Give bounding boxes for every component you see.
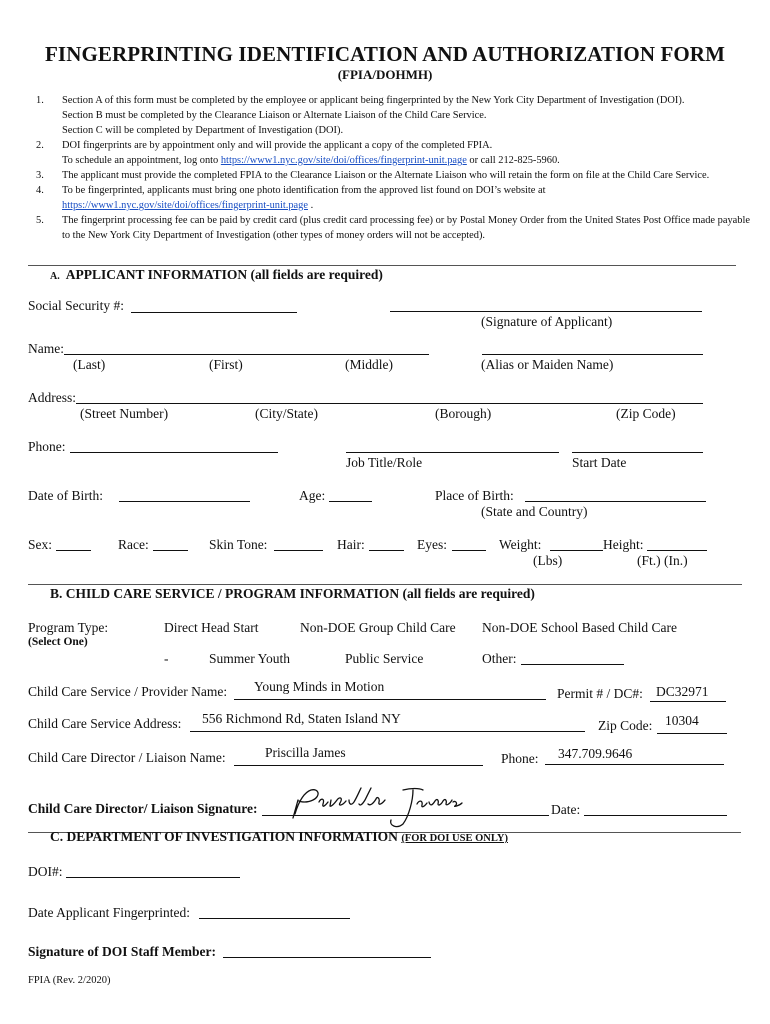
first-name-caption: (First) [209, 357, 243, 372]
doi-use-only-note: (FOR DOI USE ONLY) [401, 833, 508, 844]
provider-field[interactable] [234, 699, 546, 700]
hair-label: Hair: [337, 537, 365, 552]
alias-caption: (Alias or Maiden Name) [481, 357, 614, 372]
divider [28, 265, 736, 266]
director-phone-value[interactable]: 347.709.9646 [558, 746, 633, 761]
form-subtitle: (FPIA/DOHMH) [337, 67, 433, 82]
provider-label: Child Care Service / Provider Name: [28, 684, 228, 699]
zip-caption: (Zip Code) [616, 406, 676, 421]
section-a-heading [50, 267, 383, 283]
instruction-number: 5. [36, 215, 44, 226]
age-label: Age: [299, 488, 326, 503]
divider [28, 584, 742, 585]
borough-caption: (Borough) [435, 406, 492, 421]
dob-label: Date of Birth: [28, 488, 103, 503]
eyes-field[interactable] [452, 550, 486, 551]
service-address-label: Child Care Service Address: [28, 716, 182, 731]
doi-staff-signature-field[interactable] [223, 957, 431, 958]
instruction-text: To be fingerprinted, applicants must bring one photo identification from the approved list found on DOI’s website at [62, 185, 546, 196]
director-date-field[interactable] [584, 815, 727, 816]
pob-field[interactable] [525, 501, 706, 502]
city-caption: (City/State) [255, 406, 318, 421]
address-field[interactable] [76, 403, 703, 404]
race-label: Race: [118, 537, 149, 552]
date-fingerprinted-label: Date Applicant Fingerprinted: [28, 905, 190, 920]
instruction-text: . [307, 200, 314, 211]
age-field[interactable] [329, 501, 372, 502]
form-revision-footer: FPIA (Rev. 2/2020) [28, 975, 111, 986]
street-caption: (Street Number) [80, 406, 169, 421]
doi-number-label: DOI#: [28, 864, 63, 879]
instruction-text: DOI fingerprints are by appointment only and will provide the applicant a copy of the completed FPIA. [62, 140, 493, 151]
service-address-field[interactable] [190, 731, 585, 732]
ft-in-caption: (Ft.) (In.) [637, 553, 688, 568]
director-label: Child Care Director / Liaison Name: [28, 750, 226, 765]
director-phone-label: Phone: [501, 751, 539, 766]
weight-label: Weight: [499, 537, 542, 552]
dob-field[interactable] [119, 501, 250, 502]
director-phone-field[interactable] [545, 764, 724, 765]
instruction-number: 2. [36, 140, 44, 151]
option-other[interactable]: Other: [482, 651, 517, 666]
form-title: FINGERPRINTING IDENTIFICATION AND AUTHORIZATION FORM [45, 42, 725, 66]
option-direct-head-start[interactable]: Direct Head Start [164, 620, 259, 635]
middle-name-caption: (Middle) [345, 357, 393, 372]
lbs-caption: (Lbs) [533, 553, 563, 568]
select-one-hint: (Select One) [28, 636, 88, 648]
permit-value[interactable]: DC32971 [656, 684, 709, 699]
option-non-doe-group[interactable]: Non-DOE Group Child Care [300, 620, 456, 635]
sex-label: Sex: [28, 537, 53, 552]
provider-value[interactable]: Young Minds in Motion [254, 679, 385, 694]
instruction-item [36, 93, 754, 138]
section-b-heading: B. CHILD CARE SERVICE / PROGRAM INFORMATION (all fields are required) [50, 586, 535, 601]
hair-field[interactable] [369, 550, 404, 551]
service-zip-value[interactable]: 10304 [665, 713, 699, 728]
date-fingerprinted-field[interactable] [199, 918, 350, 919]
skin-tone-label: Skin Tone: [209, 537, 268, 552]
instruction-text: Section A of this form must be completed by the employee or applicant being fingerprinted by the New York City Department of Investigation (DOI). [62, 95, 685, 106]
option-non-doe-school[interactable]: Non-DOE School Based Child Care [482, 620, 677, 635]
section-title: APPLICANT INFORMATION (all fields are required) [65, 267, 383, 282]
fingerprint-unit-link-2[interactable]: https://www1.nyc.gov/site/doi/offices/fingerprint-unit.page [62, 200, 308, 211]
alias-field[interactable] [482, 354, 703, 355]
instruction-item [36, 138, 754, 168]
ssn-field[interactable] [131, 312, 297, 313]
job-title-field[interactable] [346, 452, 559, 453]
doi-staff-signature-label: Signature of DOI Staff Member: [28, 944, 216, 959]
service-address-value[interactable]: 556 Richmond Rd, Staten Island NY [202, 711, 401, 726]
service-zip-label: Zip Code: [598, 718, 653, 733]
director-signature-label: Child Care Director/ Liaison Signature: [28, 801, 258, 816]
sex-field[interactable] [56, 550, 91, 551]
option-public-service[interactable]: Public Service [345, 651, 424, 666]
name-label: Name: [28, 341, 64, 356]
ssn-label: Social Security #: [28, 298, 124, 313]
job-title-caption: Job Title/Role [346, 455, 423, 470]
permit-field[interactable] [650, 701, 726, 702]
option-dash: - [164, 651, 169, 666]
instruction-number: 4. [36, 185, 44, 196]
instruction-number: 1. [36, 95, 44, 106]
instruction-item [36, 168, 754, 183]
instruction-text: or call 212-825-5960. [466, 155, 560, 166]
doi-number-field[interactable] [66, 877, 240, 878]
address-label: Address: [28, 390, 76, 405]
program-type-label: Program Type: [28, 620, 109, 635]
instructions-list [36, 93, 754, 243]
handwritten-signature [285, 782, 465, 830]
permit-label: Permit # / DC#: [557, 686, 643, 701]
pob-label: Place of Birth: [435, 488, 514, 503]
eyes-label: Eyes: [417, 537, 447, 552]
phone-label: Phone: [28, 439, 66, 454]
last-name-caption: (Last) [73, 357, 106, 372]
instruction-number: 3. [36, 170, 44, 181]
phone-field[interactable] [70, 452, 278, 453]
section-c-heading [50, 829, 508, 845]
instruction-text: The applicant must provide the completed FPIA to the Clearance Liaison or the Alternate Liaison who will retain the form on file at the Child Care Service. [62, 170, 710, 181]
director-field[interactable] [234, 765, 483, 766]
section-title: C. DEPARTMENT OF INVESTIGATION INFORMATION [50, 829, 398, 844]
fingerprint-unit-link[interactable]: https://www1.nyc.gov/site/doi/offices/fingerprint-unit.page [220, 155, 467, 166]
instruction-item [36, 213, 754, 243]
service-zip-field[interactable] [657, 733, 727, 734]
instruction-text: Section B must be completed by the Clearance Liaison or Alternate Liaison of the Child Care Service. [62, 110, 487, 121]
other-field[interactable] [521, 664, 624, 665]
name-field[interactable] [64, 354, 429, 355]
option-summer-youth[interactable]: Summer Youth [209, 651, 291, 666]
start-date-caption: Start Date [572, 455, 627, 470]
start-date-field[interactable] [572, 452, 703, 453]
section-letter: A. [50, 271, 60, 282]
height-field[interactable] [647, 550, 707, 551]
director-value[interactable]: Priscilla James [265, 745, 346, 760]
weight-field[interactable] [550, 550, 603, 551]
applicant-signature-field[interactable] [390, 311, 702, 312]
state-country-caption: (State and Country) [481, 504, 588, 519]
instruction-item [36, 183, 754, 213]
applicant-signature-label: (Signature of Applicant) [481, 314, 613, 329]
skin-tone-field[interactable] [274, 550, 323, 551]
director-date-label: Date: [551, 802, 581, 817]
race-field[interactable] [153, 550, 188, 551]
height-label: Height: [603, 537, 644, 552]
instruction-text: The fingerprint processing fee can be paid by credit card (plus credit card processing fee) or by Postal Money Order from the United States Post Office made payable to the New York City Department of Investigation (other types of money orders will not be accepted). [62, 215, 750, 241]
instruction-text: To schedule an appointment, log onto [62, 155, 221, 166]
instruction-text: Section C will be completed by Department of Investigation (DOI). [62, 125, 344, 136]
